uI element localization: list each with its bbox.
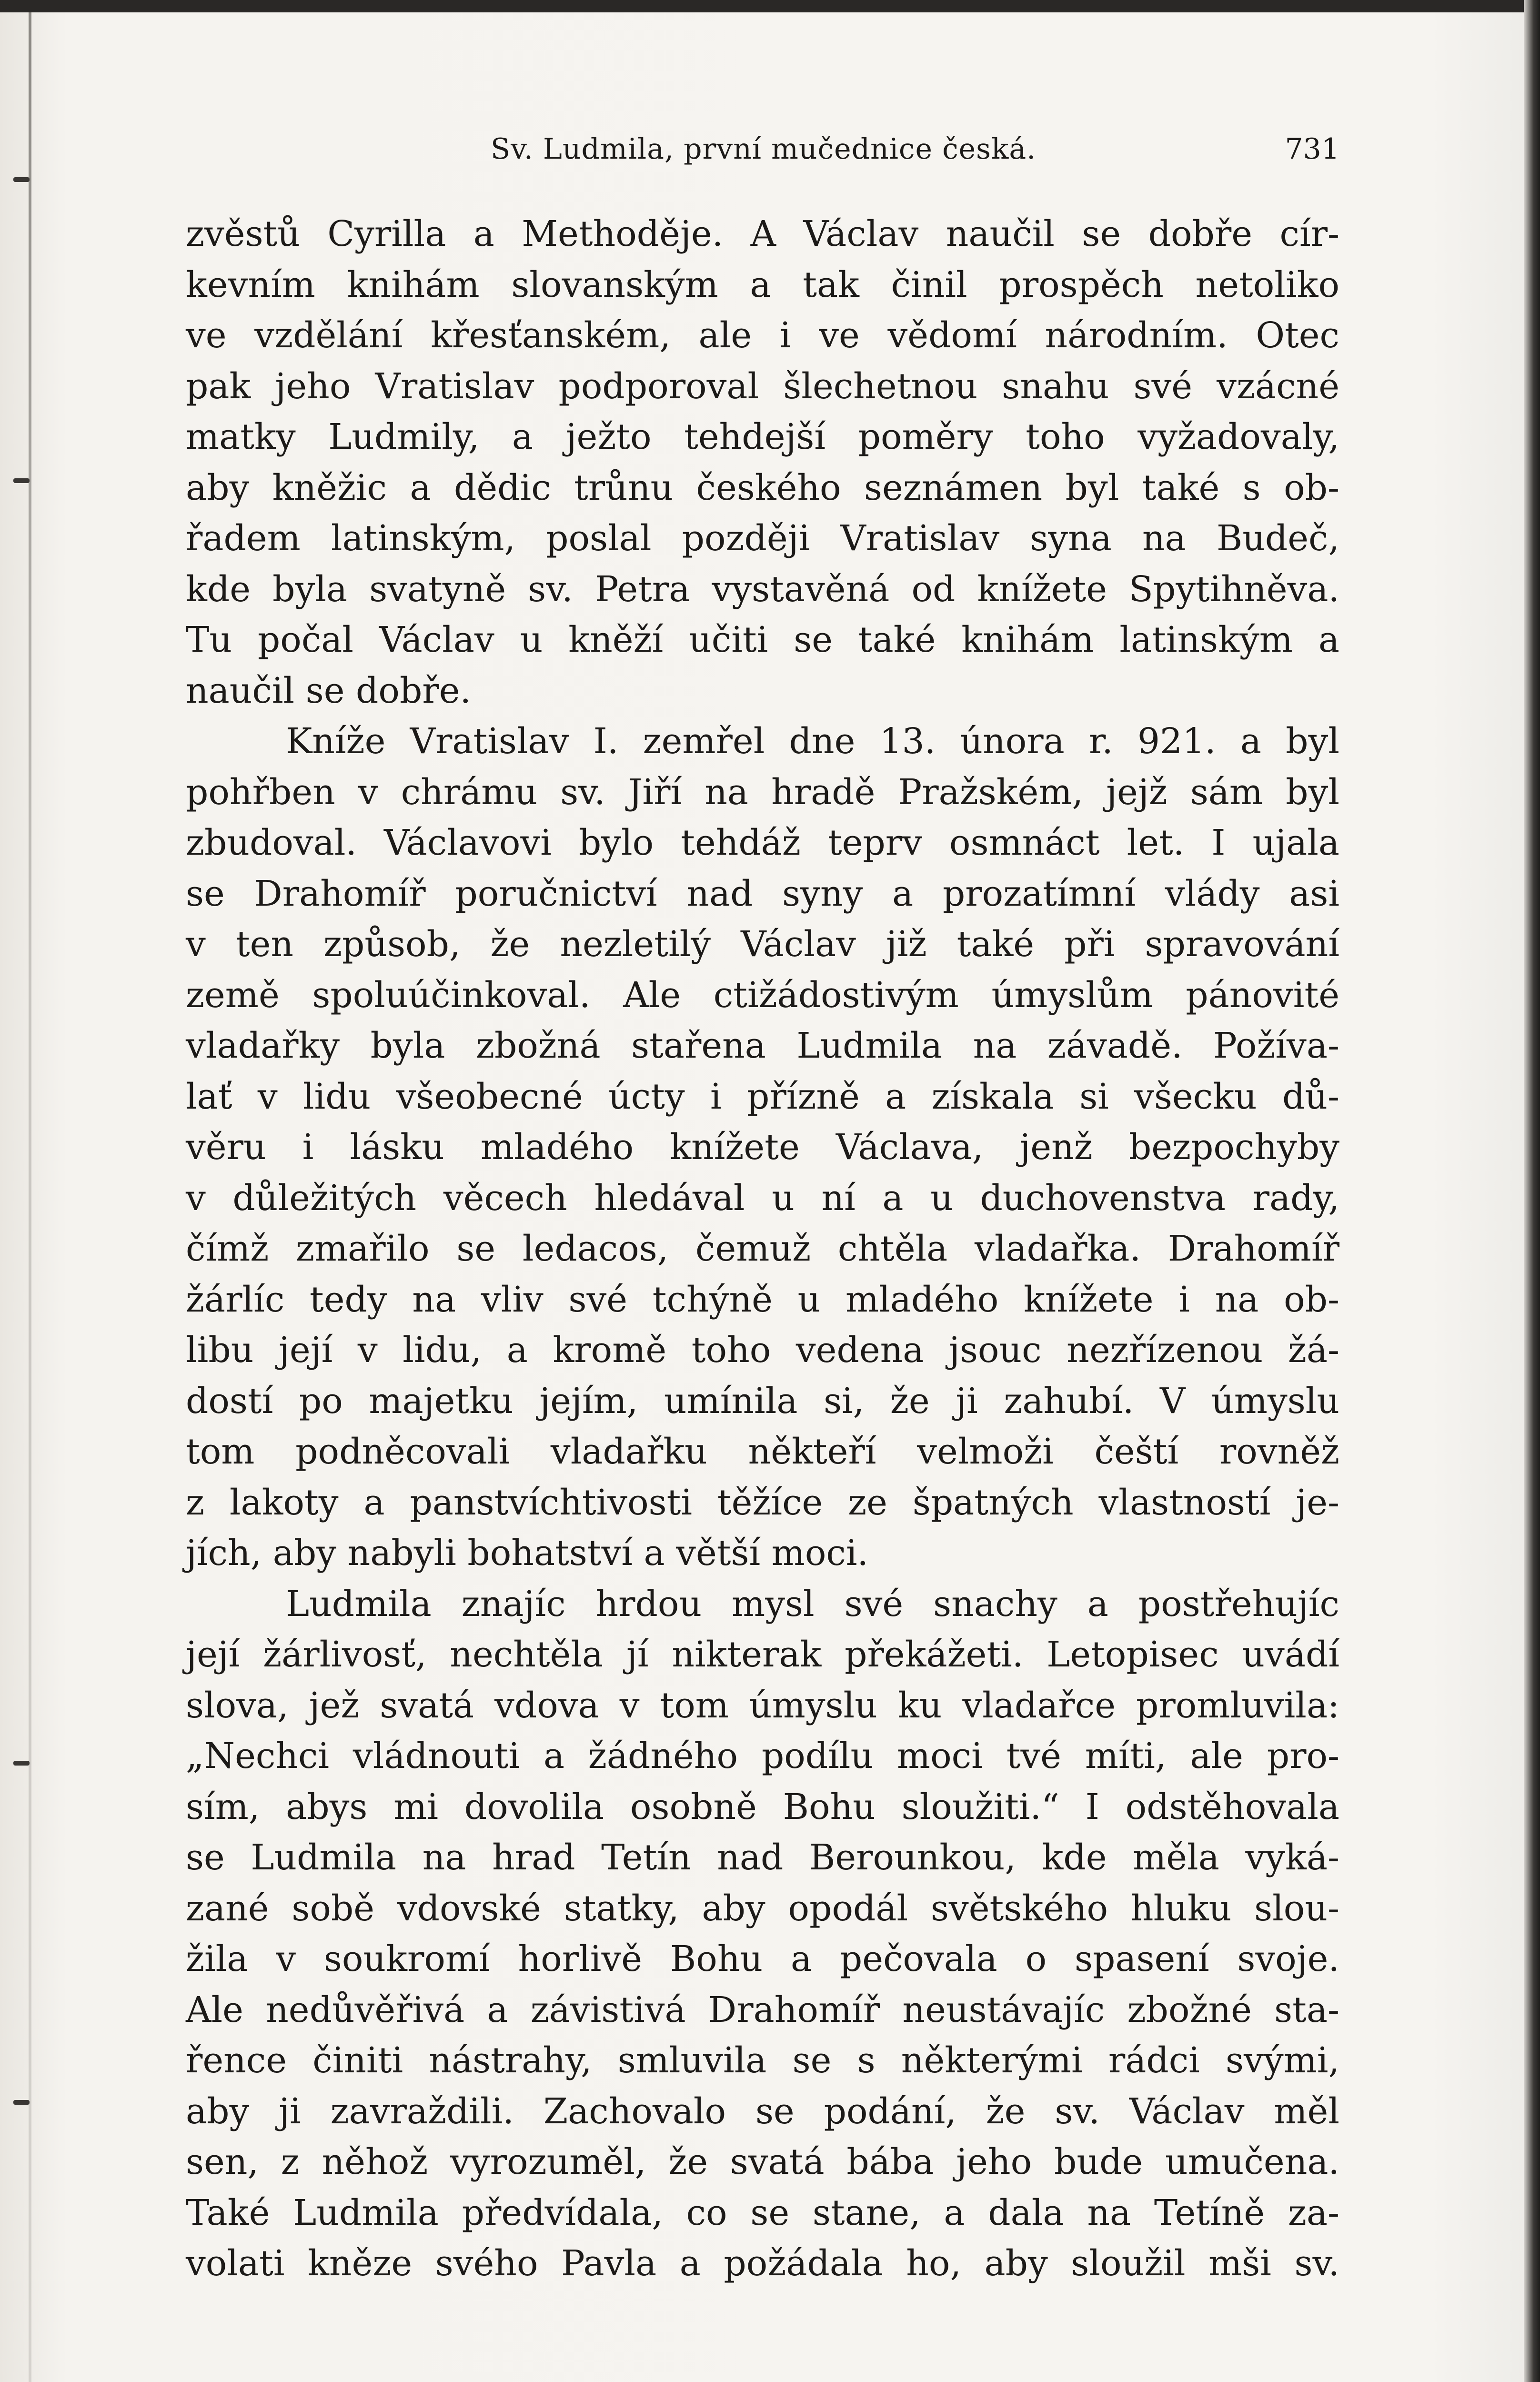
text-line: její žárlivosť, nechtěla jí nikterak překážeti. Letopisec uvádí — [186, 1634, 1339, 1675]
text-line: matky Ludmily, a ježto tehdejší poměry toho vyžadovaly, — [186, 416, 1339, 457]
text-line: aby kněžic a dědic trůnu českého seznámen byl také s ob- — [186, 467, 1339, 508]
text-line: se Ludmila na hrad Tetín nad Berounkou, kde měla vyká- — [186, 1837, 1339, 1878]
running-header — [186, 128, 1339, 171]
text-line: v důležitých věcech hledával u ní a u duchovenstva rady, — [186, 1177, 1339, 1219]
text-line: tom podněcovali vladařku někteří velmoži čeští rovněž — [186, 1431, 1339, 1472]
text-line: Tu počal Václav u kněží učiti se také knihám latinským a — [186, 619, 1339, 660]
text-line: „Nechci vládnouti a žádného podílu moci tvé míti, ale pro- — [186, 1736, 1339, 1776]
scan-right-edge — [1524, 0, 1540, 2382]
margin-ink-mark — [13, 2100, 30, 2105]
text-line: kde byla svatyně sv. Petra vystavěná od knížete Spytihněva. — [186, 568, 1339, 610]
text-line: Kníže Vratislav I. zemřel dne 13. února r. 921. a byl — [286, 721, 1339, 762]
text-line: pak jeho Vratislav podporoval šlechetnou snahu své vzácné — [186, 365, 1339, 407]
text-line: žila v soukromí horlivě Bohu a pečovala o spasení svoje. — [186, 1938, 1339, 1979]
text-line: země spoluúčinkoval. Ale ctižádostivým úmyslům pánovité — [186, 974, 1339, 1016]
text-line: aby ji zavraždili. Zachovalo se podání, že sv. Václav měl — [186, 2090, 1339, 2132]
text-line: naučil se dobře. — [186, 670, 472, 711]
text-line: dostí po majetku jejím, umínila si, že ji zahubí. V úmyslu — [186, 1380, 1339, 1422]
margin-ink-mark — [13, 478, 30, 483]
body-text — [186, 209, 1339, 2289]
text-line: věru i lásku mladého knížete Václava, jenž bezpochyby — [186, 1127, 1339, 1168]
text-line: v ten způsob, že nezletilý Václav již také při spravování — [186, 924, 1339, 965]
text-line: Ludmila znajíc hrdou mysl své snachy a postřehujíc — [286, 1583, 1339, 1625]
text-line: zvěstů Cyrilla a Methoděje. A Václav naučil se dobře cír- — [186, 213, 1339, 254]
scan-top-edge — [0, 0, 1540, 12]
margin-ink-mark — [13, 177, 30, 182]
text-line: ve vzdělání křesťanském, ale i ve vědomí národním. Otec — [186, 315, 1339, 356]
text-line: jích, aby nabyli bohatství a větší moci. — [186, 1533, 869, 1574]
text-line: libu její v lidu, a kromě toho vedena jsouc nezřízenou žá- — [186, 1330, 1339, 1371]
text-line: žárlíc tedy na vliv své tchýně u mladého knížete i na ob- — [186, 1279, 1339, 1320]
text-line: sen, z něhož vyrozuměl, že svatá bába jeho bude umučena. — [186, 2141, 1339, 2182]
text-line: lať v lidu všeobecné úcty i přízně a získala si všecku dů- — [186, 1076, 1339, 1117]
text-line: čímž zmařilo se ledacos, čemuž chtěla vladařka. Drahomíř — [186, 1228, 1339, 1269]
text-line: pohřben v chrámu sv. Jiří na hradě Pražském, jejž sám byl — [186, 771, 1339, 813]
text-line: vladařky byla zbožná stařena Ludmila na závadě. Požíva- — [186, 1025, 1339, 1066]
text-line: se Drahomíř poručnictví nad syny a prozatímní vlády asi — [186, 873, 1339, 914]
text-line: zané sobě vdovské statky, aby opodál světského hluku slou- — [186, 1887, 1339, 1929]
text-line: volati kněze svého Pavla a požádala ho, aby sloužil mši sv. — [186, 2243, 1339, 2284]
text-line: Ale nedůvěřivá a závistivá Drahomíř neustávajíc zbožné sta- — [186, 1989, 1339, 2030]
text-line: Také Ludmila předvídala, co se stane, a dala na Tetíně za- — [186, 2192, 1339, 2233]
text-line: řadem latinským, poslal později Vratislav syna na Budeč, — [186, 518, 1339, 559]
text-line: sím, abys mi dovolila osobně Bohu sloužiti.“ I odstěhovala — [186, 1786, 1339, 1827]
page-number: 731 — [1285, 132, 1339, 166]
text-line: kevním knihám slovanským a tak činil prospěch netoliko — [186, 264, 1339, 305]
text-line: řence činiti nástrahy, smluvila se s některými rádci svými, — [186, 2040, 1339, 2081]
text-line: slova, jež svatá vdova v tom úmyslu ku vladařce promluvila: — [186, 1685, 1339, 1726]
margin-ink-mark — [13, 1761, 30, 1766]
text-line: zbudoval. Václavovi bylo tehdáž teprv osmnáct let. I ujala — [186, 822, 1339, 863]
text-line: z lakoty a panstvíchtivosti těžíce ze špatných vlastností je- — [186, 1482, 1339, 1523]
running-title: Sv. Ludmila, první mučednice česká. — [491, 132, 1037, 166]
page-gutter-edge — [29, 12, 31, 2382]
